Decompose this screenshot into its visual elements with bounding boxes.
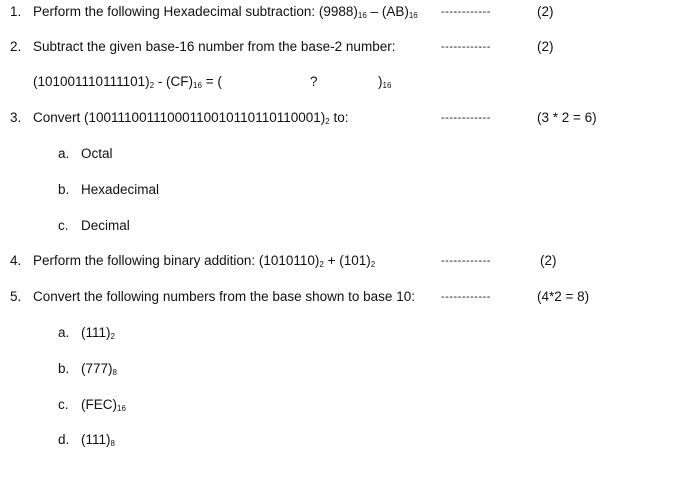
q2-dashes: ------------: [441, 41, 491, 53]
q1-marks: (2): [537, 4, 554, 19]
q4-number: 4.: [10, 253, 22, 268]
q3-number: 3.: [10, 110, 22, 125]
q2-question-mark: ?: [310, 74, 318, 89]
q3-item-letter: b.: [58, 182, 70, 197]
q2-text: Subtract the given base-16 number from the base-2 number:: [33, 39, 396, 54]
q3-item-letter: a.: [58, 146, 70, 161]
q5-number: 5.: [10, 289, 22, 304]
q3-item-octal: Octal: [81, 146, 113, 161]
q3-item-letter: c.: [58, 218, 69, 233]
q3-marks: (3 * 2 = 6): [537, 110, 597, 125]
q2-answer-base: )$_{16}$: [378, 74, 392, 90]
q5-item-letter: b.: [58, 361, 70, 376]
q1-number: 1.: [10, 4, 22, 19]
q5-item-value: $(111)_8$: [81, 432, 115, 448]
q3-item-decimal: Decimal: [81, 218, 130, 233]
q4-dashes: ------------: [441, 255, 491, 267]
q5-item-letter: a.: [58, 325, 70, 340]
q5-text: Convert the following numbers from the base shown to base 10:: [33, 289, 415, 304]
q5-item-value: $(111)_2$: [81, 325, 115, 341]
q3-text: Convert $(10011100111000110010110110110001)_2$ to:: [33, 110, 349, 126]
q5-item-letter: c.: [58, 397, 69, 412]
q4-marks: (2): [540, 253, 557, 268]
q5-dashes: ------------: [441, 291, 491, 303]
q1-dashes: ------------: [441, 6, 491, 18]
q1-text: Perform the following Hexadecimal subtraction: $(9988)_{16} - (AB)_{16}$: [33, 4, 418, 20]
q5-item-letter: d.: [58, 432, 70, 447]
q2-marks: (2): [537, 39, 554, 54]
q5-marks: (4*2 = 8): [537, 289, 590, 304]
q2-expression: $(101001110111101)_2 - (CF)_{16}$ = (: [33, 74, 222, 90]
q4-text: Perform the following binary addition: $(1010110)_2 + (101)_2$: [33, 253, 376, 269]
q3-item-hexadecimal: Hexadecimal: [81, 182, 160, 197]
q2-number: 2.: [10, 39, 22, 54]
q5-item-value: $(FEC)_{16}$: [81, 397, 126, 413]
q5-item-value: $(777)_8$: [81, 361, 117, 377]
q3-dashes: ------------: [441, 112, 491, 124]
